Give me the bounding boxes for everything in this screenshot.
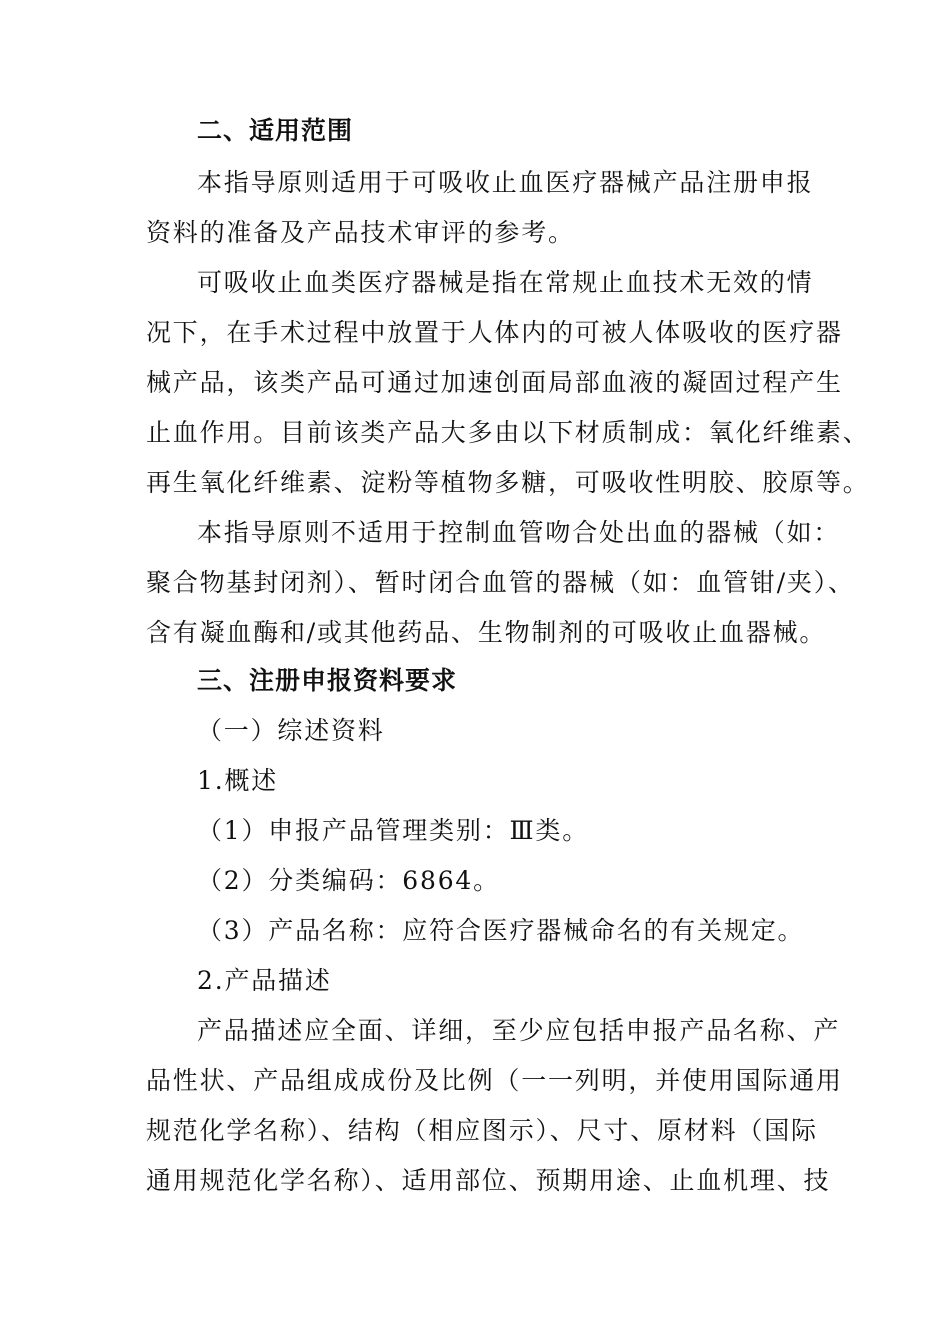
paragraph-line: 本指导原则适用于可吸收止血医疗器械产品注册申报 <box>197 168 814 197</box>
item-heading: 2.产品描述 <box>197 966 332 995</box>
paragraph-line: 规范化学名称）、结构（相应图示）、尺寸、原材料（国际 <box>146 1116 818 1145</box>
paragraph-line: 品性状、产品组成成份及比例（一一列明，并使用国际通用 <box>146 1066 843 1095</box>
section-heading-requirements: 三、注册申报资料要求 <box>197 666 458 695</box>
item-heading: 1.概述 <box>197 766 279 795</box>
paragraph-line: 止血作用。目前该类产品大多由以下材质制成：氧化纤维素、 <box>146 418 870 447</box>
paragraph-line: 本指导原则不适用于控制血管吻合处出血的器械（如： <box>197 518 841 547</box>
paragraph-line: 况下，在手术过程中放置于人体内的可被人体吸收的医疗器 <box>146 318 843 347</box>
paragraph-line: 含有凝血酶和/或其他药品、生物制剂的可吸收止血器械。 <box>146 618 827 647</box>
paragraph-line: 通用规范化学名称）、适用部位、预期用途、止血机理、技 <box>146 1166 831 1195</box>
paragraph-line: 可吸收止血类医疗器械是指在常规止血技术无效的情 <box>197 268 814 297</box>
list-item: （1）申报产品管理类别：Ⅲ类。 <box>197 816 590 845</box>
paragraph-line: 产品描述应全面、详细，至少应包括申报产品名称、产 <box>197 1016 841 1045</box>
paragraph-line: 再生氧化纤维素、淀粉等植物多糖，可吸收性明胶、胶原等。 <box>146 468 870 497</box>
subsection-heading: （一）综述资料 <box>197 716 385 745</box>
section-heading-scope: 二、适用范围 <box>197 116 354 145</box>
paragraph-line: 资料的准备及产品技术审评的参考。 <box>146 218 575 247</box>
paragraph-line: 聚合物基封闭剂）、暂时闭合血管的器械（如：血管钳/夹）、 <box>146 568 855 597</box>
list-item: （2）分类编码：6864。 <box>197 866 500 895</box>
paragraph-line: 械产品，该类产品可通过加速创面局部血液的凝固过程产生 <box>146 368 843 397</box>
list-item: （3）产品名称：应符合医疗器械命名的有关规定。 <box>197 916 805 945</box>
